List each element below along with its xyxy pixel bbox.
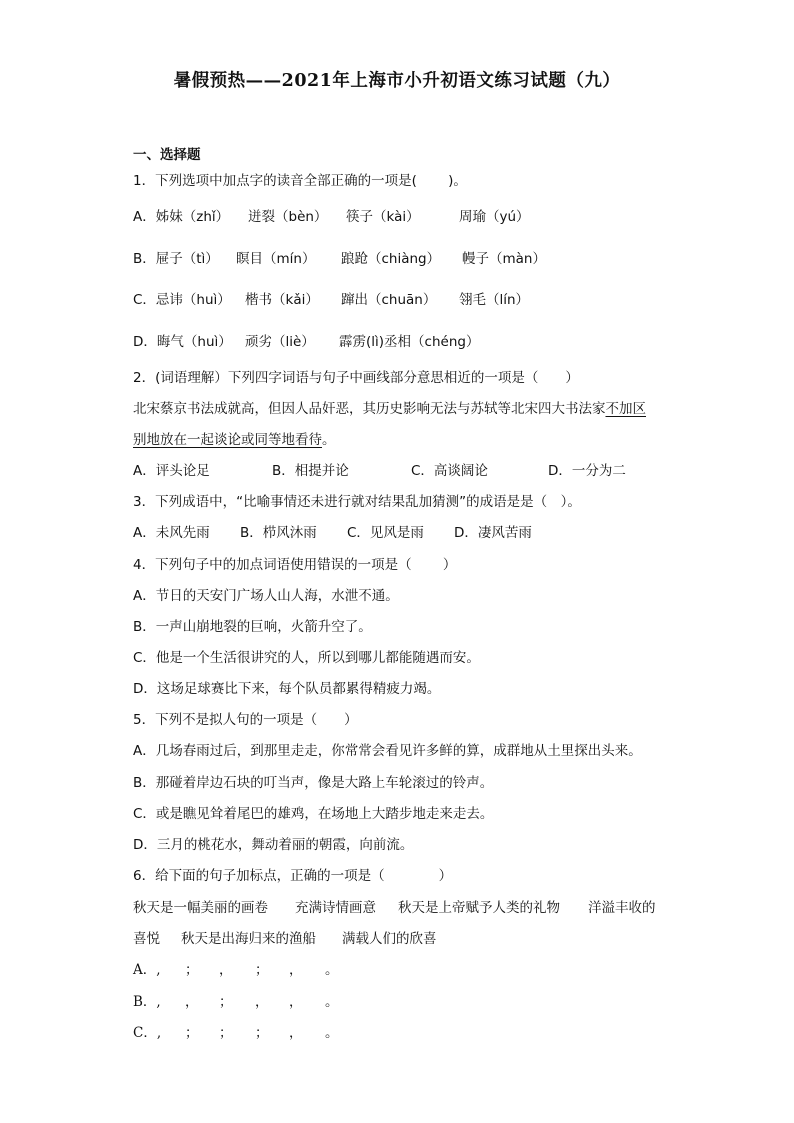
q2-passage-line1: 北宋蔡京书法成就高，但因人品奸恶，其历史影响无法与苏轼等北宋四大书法家不加区 [133,401,646,417]
page-title: 暑假预热——2021年上海市小升初语文练习试题（九） [173,71,621,91]
q1-stem: 1．下列选项中加点字的读音全部正确的一项是( )。 [133,173,467,189]
q4-stem: 4．下列句子中的加点词语使用错误的一项是（ ） [133,557,457,573]
q3-stem: 3．下列成语中，“比喻事情还未进行就对结果乱加猜测”的成语是是（ ）。 [133,494,581,510]
q5-option-c: C．或是瞧见耸着尾巴的雄鸡，在场地上大踏步地走来走去。 [133,806,494,822]
q6-option-a: A．, ； ， ； ， 。 [133,962,339,978]
q2-passage-line2: 别地放在一起谈论或同等地看待。 [133,432,336,448]
q6-sentence-line1: 秋天是一幅美丽的画卷 充满诗情画意 秋天是上帝赋予人类的礼物 洋溢丰收的 [133,900,656,916]
q2-stem: 2．(词语理解）下列四字词语与句子中画线部分意思相近的一项是（ ） [133,370,579,386]
section-heading: 一、选择题 [133,147,201,163]
q1-option-a: A．姊妹（zhǐ） 迸裂（bèn） 筷子（kài） 周瑜（yú） [133,209,530,225]
q5-option-a: A．几场春雨过后，到那里走走，你常常会看见许多鲜的算，成群地从土里探出头来。 [133,743,642,759]
q1-option-d: D．晦气（huì） 顽劣（liè） 霹雳(lì)丞相（chéng） [133,334,480,350]
q6-option-b: B．, ， ； ， ， 。 [133,994,339,1010]
q6-option-c: C．, ； ； ； ， 。 [133,1025,339,1041]
q4-option-c: C．他是一个生活很讲究的人，所以到哪儿都能随遇而安。 [133,650,480,666]
q5-stem: 5．下列不是拟人句的一项是（ ） [133,712,358,728]
q5-option-d: D．三月的桃花水，舞动着丽的朝霞，向前流。 [133,837,414,853]
q1-option-b: B．屉子（tì） 瞑目（mín） 踉跄（chiàng） 幔子（màn） [133,251,546,267]
q6-stem: 6．给下面的句子加标点，正确的一项是（ ） [133,868,453,884]
q4-option-b: B．一声山崩地裂的巨响，火箭升空了。 [133,619,372,635]
q2-options: A．评头论足 B．相提并论 C．高谈阔论 D．一分为二 [133,463,626,479]
q6-sentence-line2: 喜悦 秋天是出海归来的渔船 满载人们的欣喜 [133,931,437,947]
q5-option-b: B．那碰着岸边石块的叮当声，像是大路上车轮滚过的铃声。 [133,775,494,791]
q4-option-d: D．这场足球赛比下来，每个队员都累得精疲力竭。 [133,681,441,697]
q1-option-c: C．忌讳（huì） 楷书（kǎi） 蹿出（chuān） 翎毛（lín） [133,292,530,308]
q4-option-a: A．节日的天安门广场人山人海，水泄不通。 [133,588,399,604]
q3-options: A．未风先雨 B．栉风沐雨 C．见风是雨 D．凄风苦雨 [133,525,532,541]
